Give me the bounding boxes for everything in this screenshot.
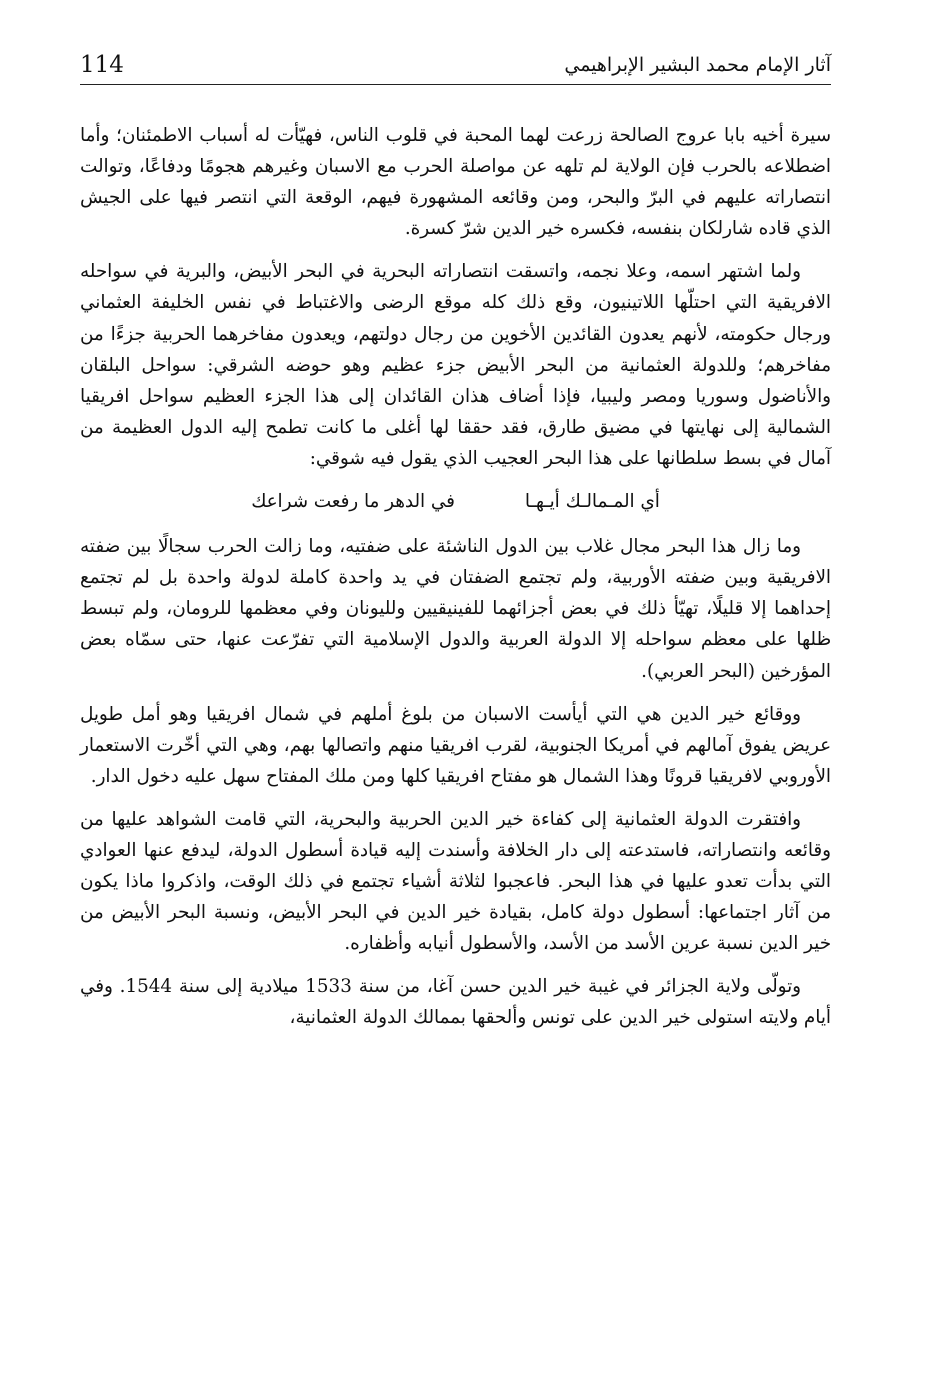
paragraph-4: ووقائع خير الدين هي التي أيأست الاسبان من بلوغ أملهم في شمال افريقيا وهو أمل طويل عريض يفوق آمالهم في أمريكا الجنوبية، لقرب افريقيا منهم واتصالها بهم، وهي التي أخّرت الاستعمار الأوروبي لافريقيا قرونًا وهذا الشمال هو مفتاح افريقيا كلها ومن ملك المفتاح سهل عليه دخول الدار. bbox=[80, 703, 831, 787]
page-number: 114 bbox=[80, 52, 124, 78]
poetry-verse bbox=[80, 486, 831, 517]
verse-first-hemistich: أي المـمالـك أيـهـا bbox=[524, 491, 660, 513]
paragraph-2: ولما اشتهر اسمه، وعلا نجمه، واتسقت انتصاراته البحرية في البحر الأبيض، والبرية في سواحله الافريقية التي احتلّها اللاتينيون، وقع ذلك كله موقع الرضى والاغتباط في نفس الخليفة العثماني ورجال حكومته، لأنهم يعدون القائدين الأخوين من رجال دولتهم، ويعدون مفاخرهما الحربية جزءًا من مفاخرهم؛ وللدولة العثمانية من البحر الأبيض جزء عظيم وهو حوضه الشرقي: سواحل البلقان والأناضول وسوريا ومصر وليبيا، فإذا أضاف هذان القائدان إلى هذا الجزء العظيم سواحل افريقيا الشمالية إلى نهايتها في مضيق طارق، فقد حققا لها أغلى ما كانت تطمح إليه الدول العظيمة من آمال في بسط سلطانها على هذا البحر العجيب الذي يقول فيه شوقي: bbox=[80, 261, 831, 469]
paragraph-3: وما زال هذا البحر مجال غلاب بين الدول الناشئة على ضفتيه، وما زالت الحرب سجالًا بين ضفته الافريقية وبين ضفته الأوربية، ولم تجتمع الضفتان في يد واحدة كاملة لدولة واحدة بل لم تجتمع إحداهما إلا قليلًا، تهيّأ ذلك في بعض أجزائهما للفينيقيين ولليونان وفي معظمها للرومان، ولم تبسط ظلها على معظم سواحله إلا الدولة العربية والدول الإسلامية التي تفرّعت عنها، حتى سمّاه بعض المؤرخين (البحر العربي). bbox=[80, 536, 831, 682]
verse-second-hemistich: في الدهر ما رفعت شراعك bbox=[251, 491, 455, 513]
paragraph-5: وافتقرت الدولة العثمانية إلى كفاءة خير الدين الحربية والبحرية، التي قامت الشواهد عليها من وقائعه وانتصاراته، فاستدعته إلى دار الخلافة وأسندت إليه قيادة أسطول الدولة، ليدفع عنها العوادي التي بدأت تعدو عليها في هذا البحر. فاعجبوا لثلاثة أشياء تجتمع في ذلك الوقت، واذكروا ماذا يكون من آثار اجتماعها: أسطول دولة كامل، بقيادة خير الدين في البحر الأبيض، ونسبة البحر الأبيض من خير الدين نسبة عرين الأسد من الأسد، والأسطول أنيابه وأظفاره. bbox=[80, 808, 831, 955]
running-title: آثار الإمام محمد البشير الإبراهيمي bbox=[564, 54, 831, 76]
paragraph-1: سيرة أخيه بابا عروج الصالحة زرعت لهما المحبة في قلوب الناس، فهيّأت له أسباب الاطمئنان؛ وأما اضطلاعه بالحرب فإن الولاية لم تلهه عن مواصلة الحرب مع الاسبان وغيرهم هجومًا ودفاعًا، وتوالت انتصاراته عليهم في البرّ والبحر، ومن وقائعه المشهورة فيهم، الوقعة التي انتصر فيها على الجيش الذي قاده شارلكان بنفسه، فكسره خير الدين شرّ كسرة. bbox=[80, 125, 831, 240]
page-body bbox=[80, 120, 831, 1357]
paragraph-6: وتولّى ولاية الجزائر في غيبة خير الدين حسن آغا، من سنة 1533 ميلادية إلى سنة 1544. وفي أيام ولايته استولى خير الدين على تونس وألحقها بممالك الدولة العثمانية، bbox=[80, 976, 831, 1029]
page-header bbox=[80, 44, 831, 85]
